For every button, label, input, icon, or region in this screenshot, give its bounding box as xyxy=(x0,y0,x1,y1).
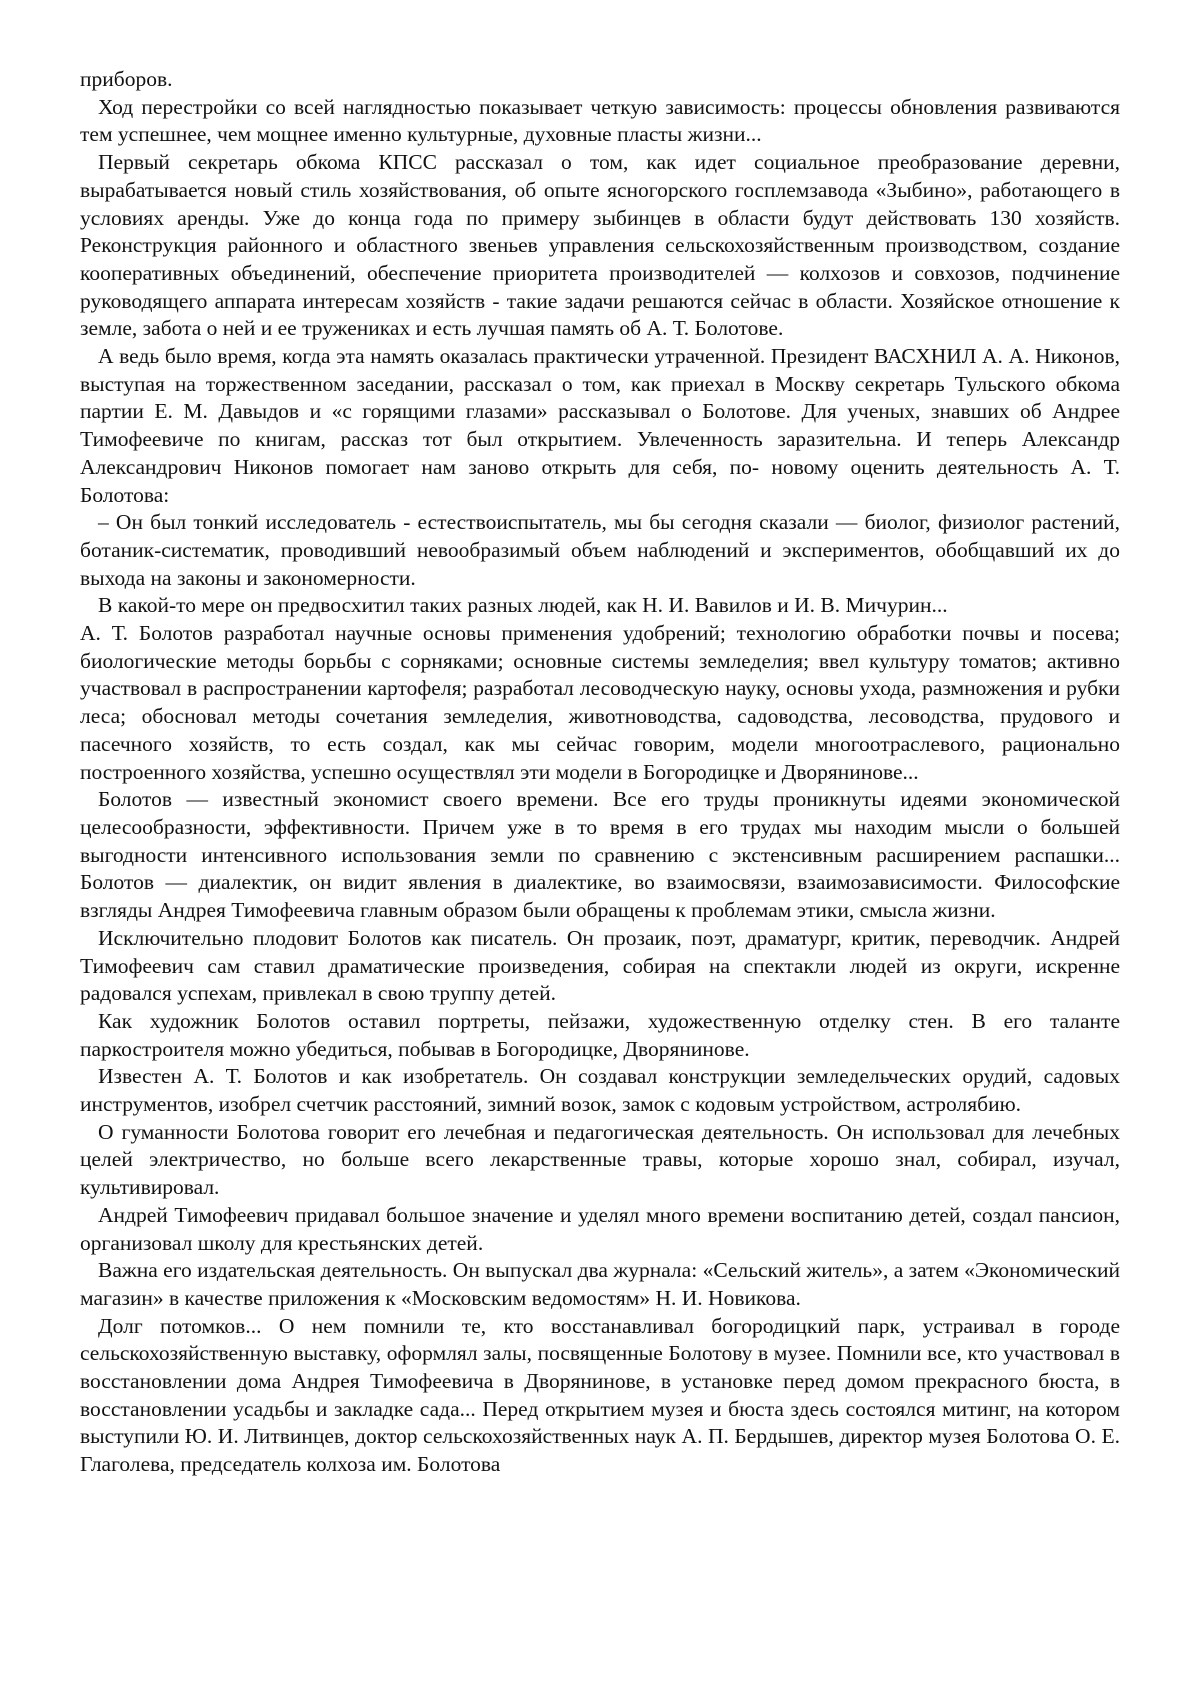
paragraph: Важна его издательская деятельность. Он выпускал два журнала: «Сельский житель», а затем «Экономический магазин» в качестве приложения к «Московским ведомостям» Н. И. Новикова. xyxy=(80,1258,1120,1310)
paragraph: Андрей Тимофеевич придавал большое значение и уделял много времени воспитанию детей, создал пансион, организовал школу для крестьянских детей. xyxy=(80,1202,1120,1255)
paragraph: – Он был тонкий исследователь - естествоиспытатель, мы бы сегодня сказали — биолог, физиолог растений, ботаник-систематик, проводивший невообразимый объем наблюдений и экспериментов, обобщавший их до выхода на законы и закономерности. xyxy=(80,510,1120,590)
paragraph: Исключительно плодовит Болотов как писатель. Он прозаик, поэт, драматург, критик, переводчик. Андрей Тимофеевич сам ставил драматические произведения, собирая на спектакли людей из округи, искренне радовался успехам, привлекал в свою труппу детей. xyxy=(80,925,1120,1006)
paragraph: О гуманности Болотова говорит его лечебная и педагогическая деятельность. Он использовал для лечебных целей электричество, но больше всего лекарственные травы, которые хорошо знал, собирал, изучал, культивировал. xyxy=(80,1119,1120,1200)
paragraph: Долг потомков... О нем помнили те, кто восстанавливал богородицкий парк, устраивал в городе сельскохозяйственную выставку, оформлял залы, посвященные Болотову в музее. Помнили все, кто участвовал в восстановлении дома Андрея Тимофеевича в Дворянинове, в установке перед домом прекрасного бюста, в восстановлении усадьбы и закладке сада... Перед открытием музея и бюста здесь состоялся митинг, на котором выступили Ю. И. Литвинцев, доктор сельскохозяйственных наук А. П. Бердышев, директор музея Болотова О. Е. Глаголева, председатель колхоза им. Болотова xyxy=(80,1313,1120,1477)
paragraph: Как художник Болотов оставил портреты, пейзажи, художественную отделку стен. В его таланте паркостроителя можно убедиться, побывав в Богородицке, Дворянинове. xyxy=(80,1008,1120,1061)
paragraph: Известен А. Т. Болотов и как изобретатель. Он создавал конструкции земледельческих орудий, садовых инструментов, изобрел счетчик расстояний, зимний возок, замок с кодовым устройством, астролябию. xyxy=(80,1064,1120,1117)
document-page xyxy=(80,66,1120,1479)
paragraph: В какой-то мере он предвосхитил таких разных людей, как Н. И. Вавилов и И. В. Мичурин... xyxy=(98,593,948,618)
paragraph: А ведь было время, когда эта намять оказалась практически утраченной. Президент ВАСХНИЛ А. А. Никонов, выступая на торжественном заседании, рассказал о том, как приехал в Москву секретарь Тульского обкома партии Е. М. Давыдов и «с горящими глазами» рассказывал о Болотове. Для ученых, знавших об Андрее Тимофеевиче по книгам, рассказ тот был открытием. Увлеченность заразительна. И теперь Александр Александрович Никонов помогает нам заново открыть для себя, по- новому оценить деятельность А. Т. Болотова: xyxy=(80,344,1120,507)
paragraph: Болотов — известный экономист своего времени. Все его труды проникнуты идеями экономической целесообразности, эффективности. Причем уже в то время в его трудах мы находим мысли о большей выгодности интенсивного использования земли по сравнению с экстенсивным расширением распашки... Болотов — диалектик, он видит явления в диалектике, во взаимосвязи, взаимозависимости. Философские взгляды Андрея Тимофеевича главным образом были обращены к проблемам этики, смысла жизни. xyxy=(80,787,1120,923)
paragraph: Ход перестройки со всей наглядностью показывает четкую зависимость: процессы обновления развиваются тем успешнее, чем мощнее именно культурные, духовные пласты жизни... xyxy=(80,94,1120,147)
paragraph: Первый секретарь обкома КПСС рассказал о том, как идет социальное преобразование деревни, вырабатывается новый стиль хозяйствования, об опыте ясногорского госплемзавода «Зыбино», работающего в условиях аренды. Уже до конца года по примеру зыбинцев в области будут действовать 130 хозяйств. Реконструкция районного и областного звеньев управления сельскохозяйственным производством, создание кооперативных объединений, обеспечение приоритета производителей — колхозов и совхозов, подчинение руководящего аппарата интересам хозяйств - такие задачи решаются сейчас в области. Хозяйское отношение к земле, забота о ней и ее тружениках и есть лучшая память об А. Т. Болотове. xyxy=(80,150,1120,341)
paragraph: А. Т. Болотов разработал научные основы применения удобрений; технологию обработки почвы и посева; биологические методы борьбы с сорняками; основные системы земледелия; ввел культуру томатов; активно участвовал в распространении картофеля; разработал лесоводческую науку, основы ухода, размножения и рубки леса; обосновал методы сочетания земледелия, животноводства, садоводства, лесоводства, прудового и пасечного хозяйств, то есть создал, как мы сейчас говорим, модели многоотраслевого, рационально построенного хозяйства, успешно осуществлял эти модели в Богородицке и Дворянинове... xyxy=(80,621,1120,784)
paragraph: приборов. xyxy=(80,67,173,91)
